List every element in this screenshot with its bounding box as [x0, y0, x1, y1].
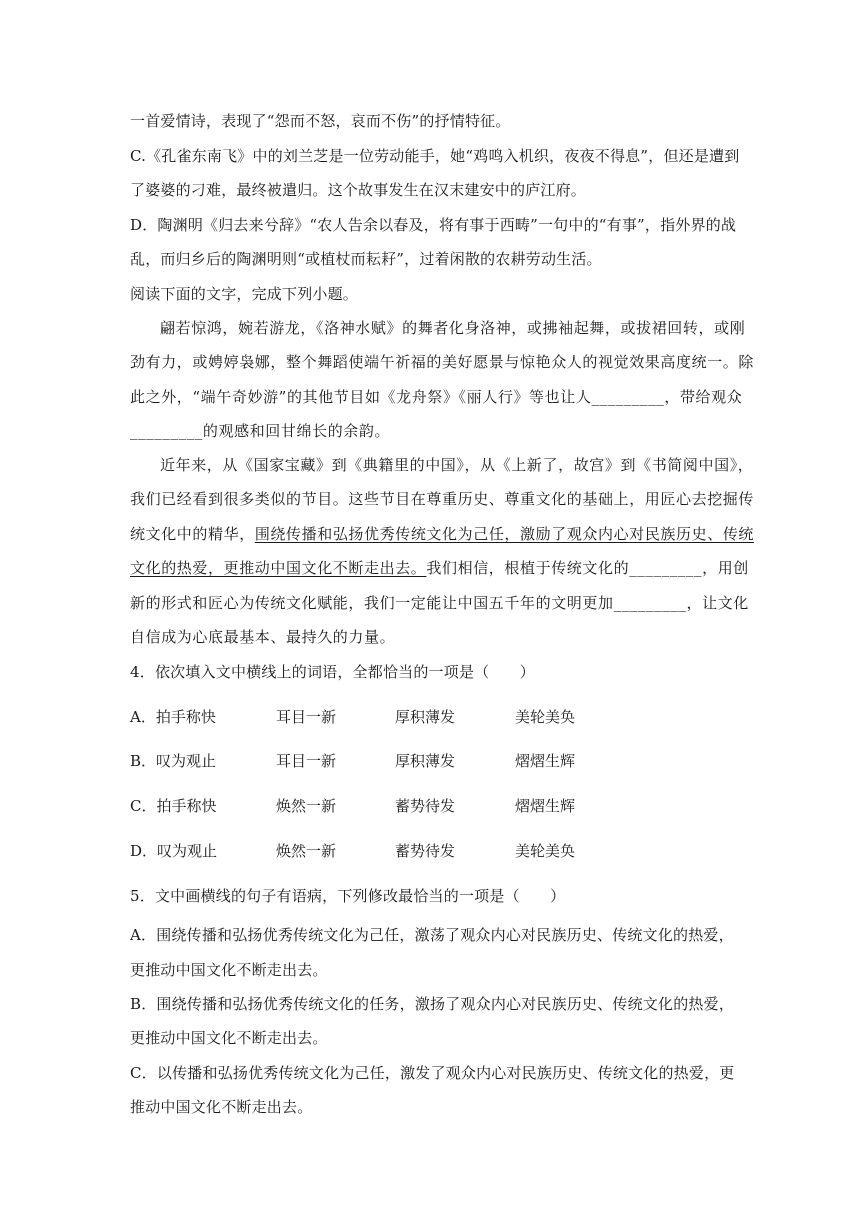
- reading-instruction: 阅读下面的文字，完成下列小题。: [130, 285, 359, 303]
- q5-option-c-line1[interactable]: C．以传播和弘扬优秀传统文化为己任，激发了观众内心对民族历史、传统文化的热爱，更: [130, 1064, 735, 1082]
- option-word: 美轮美奂: [515, 708, 576, 726]
- passage-text: 统文化中的精华，: [130, 525, 255, 543]
- passage-p1-line3: 此之外，“端午奇妙游”的其他节目如《龙舟祭》《丽人行》等也让人_________，带给观众: [130, 388, 743, 406]
- option-label: C．拍手称快: [130, 797, 217, 815]
- passage-text: 我们相信，根植于传统文化的_________，用创: [426, 559, 749, 577]
- q5-option-c-line2: 推动中国文化不断走出去。: [130, 1098, 313, 1116]
- question-4-stem: 4．依次填入文中横线上的词语，全都恰当的一项是（ ）: [130, 663, 535, 681]
- prev-option-c-line2: 了婆婆的刁难，最终被遣归。这个故事发生在汉末建安中的庐江府。: [130, 181, 587, 199]
- underlined-sentence: 文化的热爱，更推动中国文化不断走出去。: [130, 559, 427, 577]
- option-word: 熠熠生辉: [515, 752, 576, 770]
- passage-p2-line4: [130, 558, 749, 578]
- option-word: 蓄势待发: [395, 797, 456, 815]
- passage-p2-line6: 自信成为心底最基本、最持久的力量。: [130, 628, 396, 646]
- q5-option-a-line2: 更推动中国文化不断走出去。: [130, 961, 328, 979]
- option-word: 耳目一新: [276, 708, 337, 726]
- q5-option-b-line1[interactable]: B．围绕传播和弘扬优秀传统文化的任务，激扬了观众内心对民族历史、传统文化的热爱，: [130, 995, 735, 1013]
- prev-option-d-line2: 乱，而归乡后的陶渊明则“或植杖而耘耔”，过着闲散的农耕劳动生活。: [130, 250, 602, 268]
- passage-p2-line2: 我们已经看到很多类似的节目。这些节目在尊重历史、尊重文化的基础上，用匠心去挖掘传: [130, 490, 755, 508]
- option-word: 蓄势待发: [395, 842, 456, 860]
- option-word: 厚积薄发: [395, 708, 456, 726]
- option-label: A．拍手称快: [130, 708, 216, 726]
- prev-option-c-line1: C.《孔雀东南飞》中的刘兰芝是一位劳动能手，她“鸡鸣入机织，夜夜不得息”，但还是遭到: [130, 147, 740, 165]
- q5-option-b-line2: 更推动中国文化不断走出去。: [130, 1029, 328, 1047]
- passage-p1-line1: 翩若惊鸿，婉若游龙，《洛神水赋》的舞者化身洛神，或拂袖起舞，或拔裙回转，或刚: [160, 319, 746, 337]
- option-label: D．叹为观止: [130, 842, 218, 860]
- q5-option-a-line1[interactable]: A．围绕传播和弘扬优秀传统文化为己任，激荡了观众内心对民族历史、传统文化的热爱，: [130, 926, 734, 944]
- option-word: 美轮美奂: [515, 842, 576, 860]
- passage-p1-line2: 劲有力，或娉婷袅娜，整个舞蹈使端午祈福的美好愿景与惊艳众人的视觉效果高度统一。除: [130, 353, 755, 371]
- underlined-sentence: 围绕传播和弘扬优秀传统文化为己任，激励了观众内心对民族历史、传统: [254, 525, 755, 543]
- option-word: 耳目一新: [276, 752, 337, 770]
- passage-p2-line1: 近年来，从《国家宝藏》到《典籍里的中国》，从《上新了，故宫》到《书简阅中国》，: [160, 456, 754, 474]
- option-word: 焕然一新: [276, 797, 337, 815]
- option-label: B．叹为观止: [130, 752, 217, 770]
- passage-p2-line5: 新的形式和匠心为传统文化赋能，我们一定能让中国五千年的文明更加_________，让文化: [130, 594, 749, 612]
- option-word: 焕然一新: [276, 842, 337, 860]
- question-5-stem: 5．文中画横线的句子有语病，下列修改最恰当的一项是（ ）: [130, 887, 566, 905]
- option-word: 熠熠生辉: [515, 797, 576, 815]
- passage-p1-line4: _________的观感和回甘绵长的余韵。: [130, 422, 391, 440]
- option-word: 厚积薄发: [395, 752, 456, 770]
- passage-p2-line3: [130, 524, 755, 544]
- prev-question-line: 一首爱情诗，表现了“怨而不怒，哀而不伤”的抒情特征。: [130, 112, 511, 130]
- prev-option-d-line1: D．陶渊明《归去来兮辞》“农人告余以春及，将有事于西畴”一句中的“有事”，指外界的战: [130, 216, 737, 234]
